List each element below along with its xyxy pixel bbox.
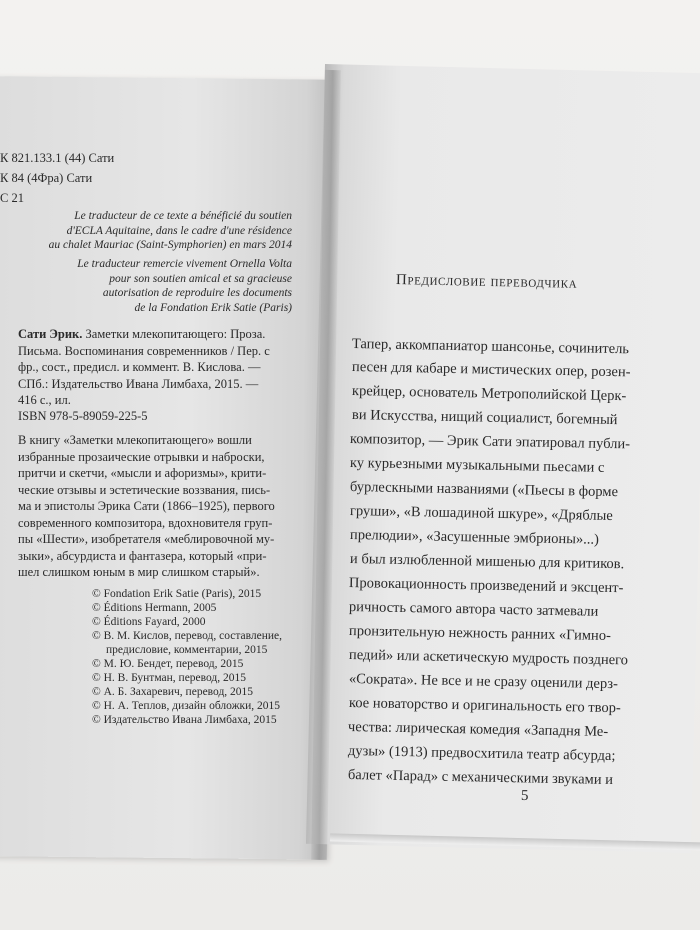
annotation-line: избранные прозаические отрывки и наброски, bbox=[18, 449, 265, 464]
body-line: ричность самого автора часто затмевали bbox=[348, 599, 599, 620]
body-line: песен для кабаре и мистических опер, розен- bbox=[351, 359, 631, 381]
biblio-author: Сати Эрик. bbox=[18, 327, 83, 341]
author-sign-line: С 21 bbox=[0, 191, 24, 205]
body-line: и был излюбленной мишенью для критиков. bbox=[349, 551, 625, 573]
body-line: прелюдии», «Засушенные эмбрионы»...) bbox=[349, 527, 600, 548]
book-annotation bbox=[18, 432, 300, 581]
isbn: ISBN 978-5-89059-225-5 bbox=[18, 409, 148, 423]
note-line: au chalet Mauriac (Saint-Symphorien) en mars 2014 bbox=[48, 239, 292, 251]
bibliographic-record bbox=[18, 326, 300, 409]
body-line: ви Искусства, нищий социалист, богемный bbox=[351, 407, 618, 429]
body-line: чества: лирическая комедия «Западня Ме- bbox=[347, 719, 609, 740]
annotation-line: В книгу «Заметки млекопитающего» вошли bbox=[18, 433, 252, 447]
chapter-heading: Предисловие переводчика bbox=[395, 272, 578, 292]
note-line: pour son soutien amical et sa gracieuse bbox=[109, 272, 292, 285]
translator-note-thanks bbox=[2, 257, 292, 315]
annotation-line: зыки», абсурдиста и фантазера, который «при- bbox=[18, 548, 267, 563]
bbk-line: К 84 (4Фра) Сати bbox=[0, 171, 93, 185]
copyright-line: © Н. А. Теплов, дизайн обложки, 2015 bbox=[92, 700, 281, 712]
translator-note-residence bbox=[2, 209, 292, 253]
page-number: 5 bbox=[520, 787, 529, 805]
annotation-line: ческие отзывы и эстетические воззвания, пись- bbox=[18, 482, 271, 497]
biblio-line: Заметки млекопитающего: Проза. bbox=[82, 327, 266, 341]
udk-line: К 821.133.1 (44) Сати bbox=[0, 151, 115, 165]
body-line: педий» или аскетическую мудрость позднего bbox=[348, 647, 629, 669]
note-line: d'ECLA Aquitaine, dans le cadre d'une résidence bbox=[66, 224, 292, 237]
biblio-line: 416 с., ил. bbox=[18, 393, 71, 407]
body-line: «Сократа». Не все и не сразу оценили дерз- bbox=[348, 671, 619, 693]
copyright-line: © М. Ю. Бендет, перевод, 2015 bbox=[92, 658, 244, 670]
body-line: композитор, — Эрик Сати эпатировал публи- bbox=[349, 431, 631, 453]
body-line: Провокационность произведений и эксцент- bbox=[348, 575, 624, 597]
note-line: autorisation de reproduire les documents bbox=[102, 287, 292, 299]
biblio-line: фр., сост., предисл. и коммент. В. Кислова. — bbox=[18, 360, 261, 374]
copyright-line: © Éditions Hermann, 2005 bbox=[92, 602, 217, 614]
copyright-line: © В. М. Кислов, перевод, составление, bbox=[92, 630, 283, 642]
copyright-list bbox=[92, 587, 332, 727]
annotation-line: ма и эпистолы Эрика Сати (1866–1925), первого bbox=[18, 499, 275, 513]
note-line: Le traducteur remercie vivement Ornella Volta bbox=[77, 258, 292, 270]
copyright-line: © Н. В. Бунтман, перевод, 2015 bbox=[92, 672, 247, 684]
note-line: Le traducteur de ce texte a bénéficié du soutien bbox=[74, 210, 292, 222]
body-line: крейцер, основатель Метрополийской Церк- bbox=[351, 383, 627, 405]
copyright-line: © Éditions Fayard, 2000 bbox=[92, 616, 206, 628]
copyright-line: © А. Б. Захаревич, перевод, 2015 bbox=[92, 686, 254, 698]
body-line: Тапер, аккомпаниатор шансонье, сочинитель bbox=[351, 336, 630, 358]
annotation-line: пы «Шести», изобретателя «меблировочной му- bbox=[18, 532, 275, 546]
body-line: бурлескными названиями («Пьесы в форме bbox=[349, 479, 619, 501]
body-line: ку курьезными музыкальными пьесами с bbox=[349, 455, 605, 476]
body-line: кое новаторство и оригинальность его твор- bbox=[348, 695, 621, 717]
copyright-line: © Fondation Erik Satie (Paris), 2015 bbox=[92, 588, 262, 600]
body-line: груши», «В лошадиной шкуре», «Дряблые bbox=[349, 503, 613, 525]
note-line: de la Fondation Erik Satie (Paris) bbox=[134, 301, 292, 314]
annotation-line: современного композитора, вдохновителя груп- bbox=[18, 515, 273, 530]
copyright-line: предисловие, комментарии, 2015 bbox=[106, 644, 268, 656]
annotation-line: притчи и скетчи, «мысли и афоризмы», крити- bbox=[18, 466, 267, 480]
body-line: пронзительную нежность ранних «Гимно- bbox=[348, 623, 612, 645]
biblio-line: Письма. Воспоминания современников / Пер. с bbox=[18, 343, 270, 358]
biblio-line: СПб.: Издательство Ивана Лимбаха, 2015. — bbox=[18, 376, 259, 391]
body-line: дузы» (1913) предвосхитила театр абсурда; bbox=[347, 743, 616, 765]
body-line: балет «Парад» с механическими звуками и bbox=[347, 767, 614, 789]
copyright-line: © Издательство Ивана Лимбаха, 2015 bbox=[92, 714, 277, 726]
annotation-line: шел слишком юным в мир слишком старый». bbox=[18, 565, 260, 579]
